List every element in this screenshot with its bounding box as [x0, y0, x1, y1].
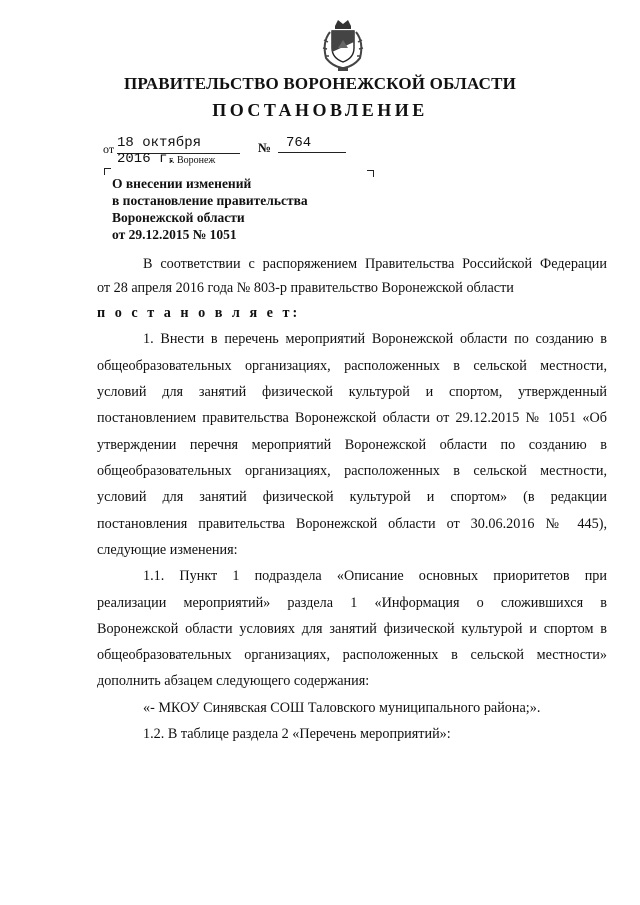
- subject-line: от 29.12.2015 № 1051: [112, 227, 237, 242]
- body-line: постановлением правительства Воронежской области от 29.12.2015 № 1051 «Об: [97, 410, 607, 426]
- body-line: Воронежской области условиях для занятий физической культурой и спортом в: [97, 621, 607, 637]
- body-line: общеобразовательных организациях, расположенных в сельской местности,: [97, 358, 607, 374]
- document-subject: [112, 175, 372, 243]
- body-line: условий для занятий физической культурой и спортом» (в редакции: [97, 489, 607, 505]
- from-label: от: [103, 142, 115, 156]
- body-line: 1.2. В таблице раздела 2 «Перечень мероприятий»:: [143, 726, 451, 742]
- subject-bracket-left: [104, 168, 111, 175]
- body-line: от 28 апреля 2016 года № 803-р правительство Воронежской области: [97, 280, 514, 296]
- number-label: №: [258, 140, 272, 155]
- body-line: утверждении перечня мероприятий Воронежской области по созданию в: [97, 437, 607, 453]
- body-line: условий для занятий физической культурой и спортом, утвержденный: [97, 384, 607, 400]
- resolves-word: п о с т а н о в л я е т:: [97, 305, 301, 321]
- document-date: 18 октября 2016 г.: [117, 135, 240, 154]
- body-line: 1.1. Пункт 1 подраздела «Описание основных приоритетов при: [143, 568, 607, 584]
- body-line: общеобразовательных организациях, расположенных в сельской местности»: [97, 647, 607, 663]
- city-label: г. Воронеж: [169, 155, 216, 166]
- body-line: 1. Внести в перечень мероприятий Воронежской области по созданию в: [143, 331, 607, 347]
- government-title: ПРАВИТЕЛЬСТВО ВОРОНЕЖСКОЙ ОБЛАСТИ: [123, 74, 517, 93]
- coat-of-arms-emblem: [318, 18, 368, 74]
- body-line: «- МКОУ Синявская СОШ Таловского муниципального района;».: [143, 700, 541, 716]
- body-line: В соответствии с распоряжением Правительства Российской Федерации: [143, 256, 607, 272]
- body-line: реализации мероприятий» раздела 1 «Информация о сложившихся в: [97, 595, 607, 611]
- body-line: постановления правительства Воронежской области от 30.06.2016 № 445),: [97, 516, 607, 532]
- subject-line: О внесении изменений: [112, 176, 252, 191]
- subject-line: Воронежской области: [112, 210, 245, 225]
- body-line: общеобразовательных организациях, расположенных в сельской местности,: [97, 463, 607, 479]
- body-line: дополнить абзацем следующего содержания:: [97, 673, 370, 689]
- subject-line: в постановление правительства: [112, 193, 308, 208]
- document-type-title: ПОСТАНОВЛЕНИЕ: [212, 100, 428, 120]
- document-number: 764: [278, 135, 346, 153]
- body-line: следующие изменения:: [97, 542, 238, 558]
